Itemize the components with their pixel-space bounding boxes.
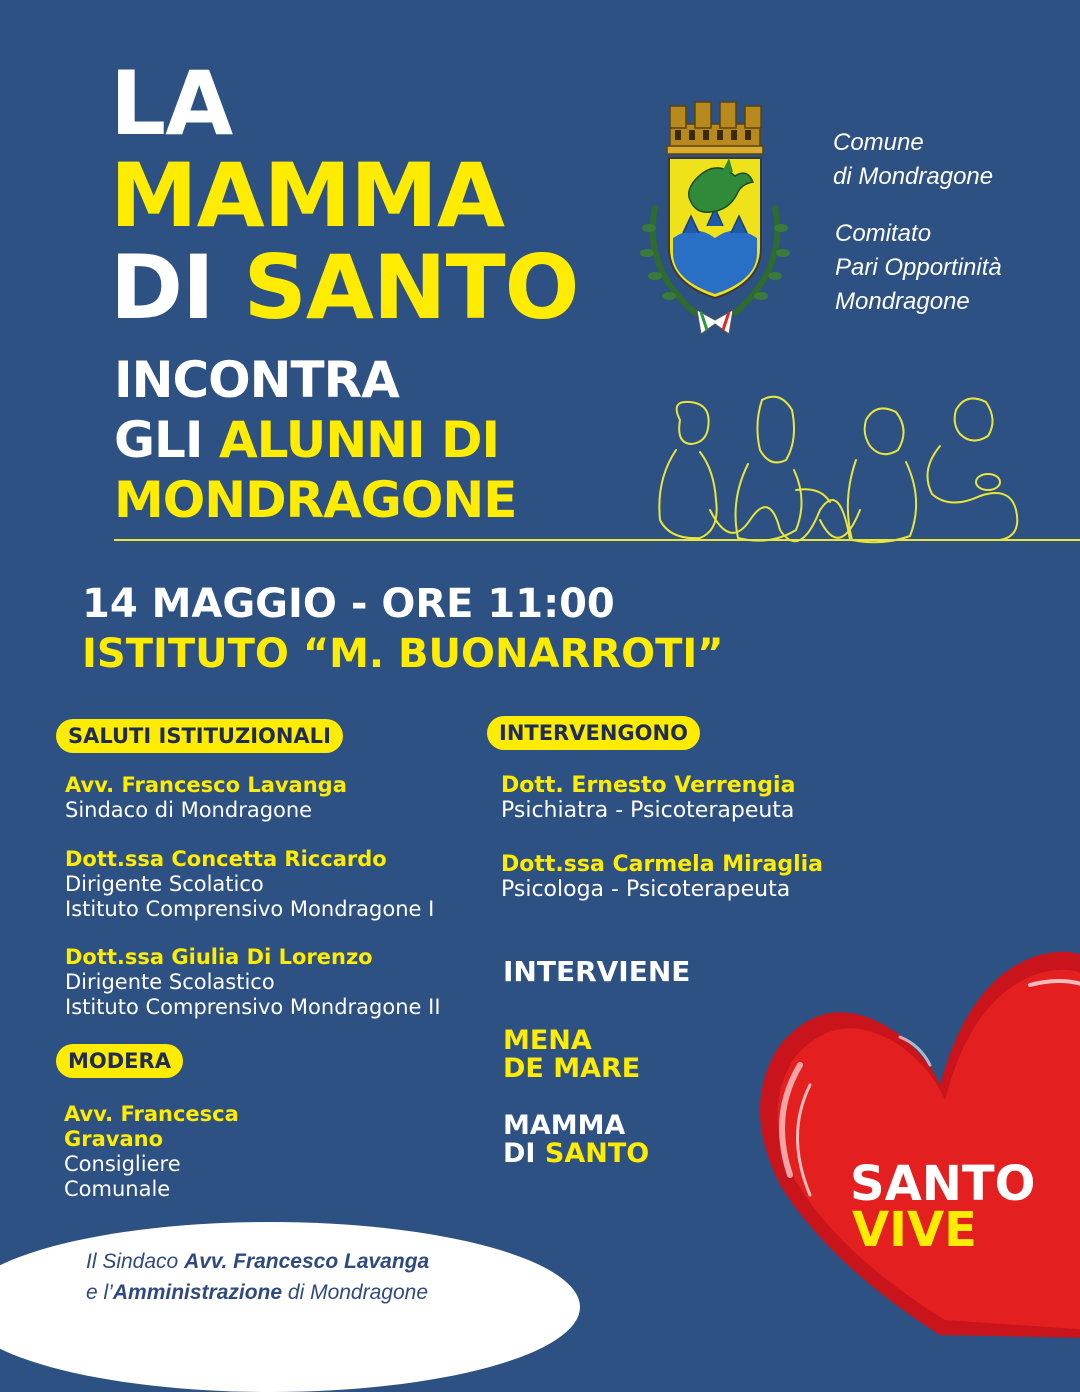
guest-1-line-2: DE MARE (503, 1053, 641, 1084)
heart-santo: SANTO (850, 1156, 1036, 1212)
title-line-1: LA (110, 52, 233, 155)
saluti-person-3 (65, 945, 441, 1020)
organizer-comune (833, 126, 993, 194)
title-di: DI (110, 236, 214, 339)
moderator-role-2: Comunale (64, 1177, 171, 1201)
person-role: Dirigente Scolatico (65, 872, 264, 896)
comune-line-1: Comune (833, 129, 924, 156)
intervengono-label: INTERVENGONO (487, 716, 700, 750)
subtitle-line-1: INCONTRA (114, 351, 399, 409)
modera-label: MODERA (56, 1044, 183, 1078)
person-role: Psicologa - Psicoterapeuta (501, 877, 791, 902)
interviene-label: INTERVIENE (503, 955, 691, 988)
subtitle-line-3: MONDRAGONE (114, 471, 517, 529)
guest-2-di: DI (503, 1138, 536, 1169)
footer-di-mondragone: di Mondragone (287, 1281, 429, 1304)
guest-mena-de-mare (503, 1027, 640, 1083)
moderator-name-1: Avv. Francesca (64, 1102, 239, 1126)
person-name: Dott.ssa Carmela Miraglia (501, 852, 823, 877)
students-lineart-icon (620, 390, 1080, 570)
person-role: Psichiatra - Psicoterapeuta (501, 798, 795, 823)
person-name: Avv. Francesco Lavanga (65, 773, 347, 797)
person-role-2: Istituto Comprensivo Mondragone II (65, 995, 441, 1019)
moderator-name-2: Gravano (64, 1127, 164, 1151)
title-line-3 (110, 236, 579, 339)
footer-line-2 (86, 1278, 428, 1308)
comitato-line-2: Pari Opportinità (835, 254, 1002, 281)
saluti-person-2 (65, 847, 434, 922)
heart-vive: VIVE (852, 1202, 977, 1258)
title-line-2: MAMMA (110, 144, 504, 247)
person-name: Dott.ssa Giulia Di Lorenzo (65, 945, 373, 969)
intervengono-person-1 (501, 773, 795, 823)
intervengono-person-2 (501, 852, 823, 902)
footer-amministrazione: Amministrazione (112, 1281, 283, 1304)
guest-1-line-1: MENA (503, 1025, 592, 1056)
comitato-line-3: Mondragone (835, 288, 970, 315)
organizer-comitato (835, 217, 1002, 319)
footer-e: e l’ (86, 1281, 113, 1304)
person-role: Dirigente Scolastico (65, 970, 275, 994)
comitato-line-1: Comitato (835, 220, 932, 247)
moderator-role-1: Consigliere (64, 1152, 181, 1176)
person-name: Dott.ssa Concetta Riccardo (65, 847, 387, 871)
subtitle-alunni: ALUNNI DI (218, 411, 500, 469)
guest-2-line-1: MAMMA (503, 1110, 626, 1141)
modera-person (64, 1102, 239, 1202)
heart-icon (740, 935, 1080, 1338)
footer-line-1 (86, 1247, 429, 1277)
person-role: Sindaco di Mondragone (65, 798, 313, 822)
saluti-person-1 (65, 773, 347, 823)
title-santo: SANTO (243, 236, 579, 339)
footer-sindaco-name: Avv. Francesco Lavanga (184, 1250, 430, 1273)
event-date-time: 14 MAGGIO - ORE 11:00 (82, 581, 615, 627)
guest-2-santo: SANTO (544, 1138, 650, 1169)
footer-sindaco: Il Sindaco (86, 1250, 179, 1273)
person-name: Dott. Ernesto Verrengia (501, 773, 796, 798)
subtitle-line-2 (114, 410, 499, 470)
guest-mamma-di-santo (503, 1112, 649, 1168)
saluti-label: SALUTI ISTITUZIONALI (56, 719, 343, 753)
event-venue: ISTITUTO “M. BUONARROTI” (82, 631, 724, 677)
divider-line (114, 539, 634, 541)
subtitle-gli: GLI (114, 411, 203, 469)
coat-of-arms-icon (625, 98, 805, 348)
person-role-2: Istituto Comprensivo Mondragone I (65, 897, 435, 921)
comune-line-2: di Mondragone (833, 163, 994, 190)
